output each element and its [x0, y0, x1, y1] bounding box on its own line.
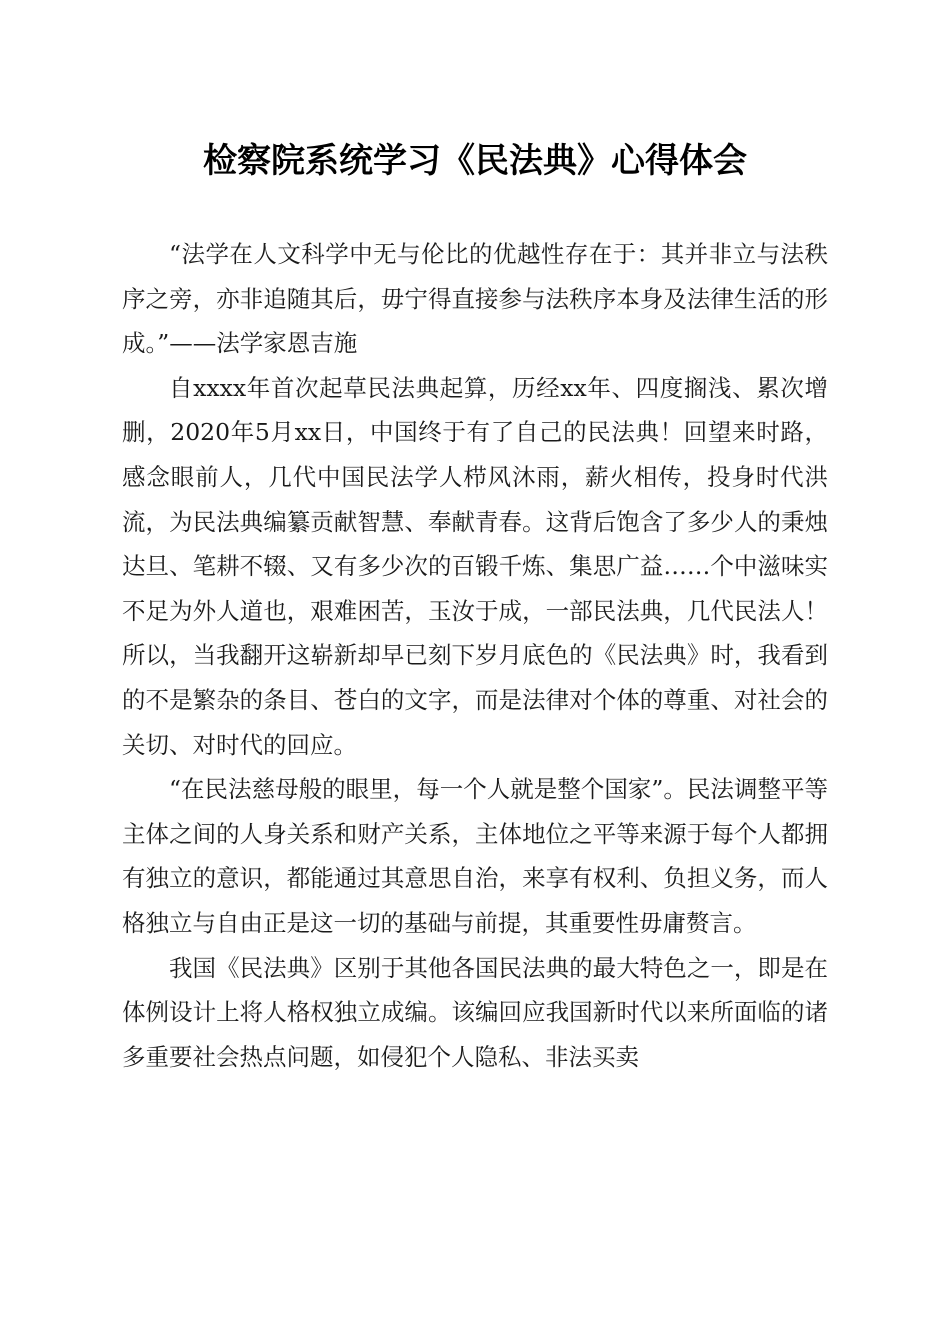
paragraph-civil-code-history: 自xxxx年首次起草民法典起算，历经xx年、四度搁浅、累次增删，2020年5月xx日，中国终于有了自己的民法典！回望来时路，感念眼前人，几代中国民法学人栉风沐雨，薪火相传，投身时代洪流，为民法典编纂贡献智慧、奉献青春。这背后饱含了多少人的秉烛达旦、笔耕不辍、又有多少次的百锻千炼、集思广益……个中滋味实不足为外人道也，艰难困苦，玉汝于成，一部民法典，几代民法人！所以，当我翻开这崭新却早已刻下岁月底色的《民法典》时，我看到的不是繁杂的条目、苍白的文字，而是法律对个体的尊重、对社会的关切、对时代的回应。: [122, 373, 828, 759]
paragraph-personality-rights: 我国《民法典》区别于其他各国民法典的最大特色之一，即是在体例设计上将人格权独立成编。该编回应我国新时代以来所面临的诸多重要社会热点问题，如侵犯个人隐私、非法买卖: [122, 953, 828, 1071]
document-title: 检察院系统学习《民法典》心得体会: [203, 141, 747, 181]
paragraph-quote-engisch: “法学在人文科学中无与伦比的优越性存在于：其并非立与法秩序之旁，亦非追随其后，毋宁得直接参与法秩序本身及法律生活的形成。”——法学家恩吉施: [122, 240, 828, 358]
document-body: [122, 232, 828, 1079]
paragraph-equality-of-subjects: “在民法慈母般的眼里，每一个人就是整个国家”。民法调整平等主体之间的人身关系和财产关系，主体地位之平等来源于每个人都拥有独立的意识，都能通过其意思自治，来享有权利、负担义务，而人格独立与自由正是这一切的基础与前提，其重要性毋庸赘言。: [122, 775, 828, 937]
